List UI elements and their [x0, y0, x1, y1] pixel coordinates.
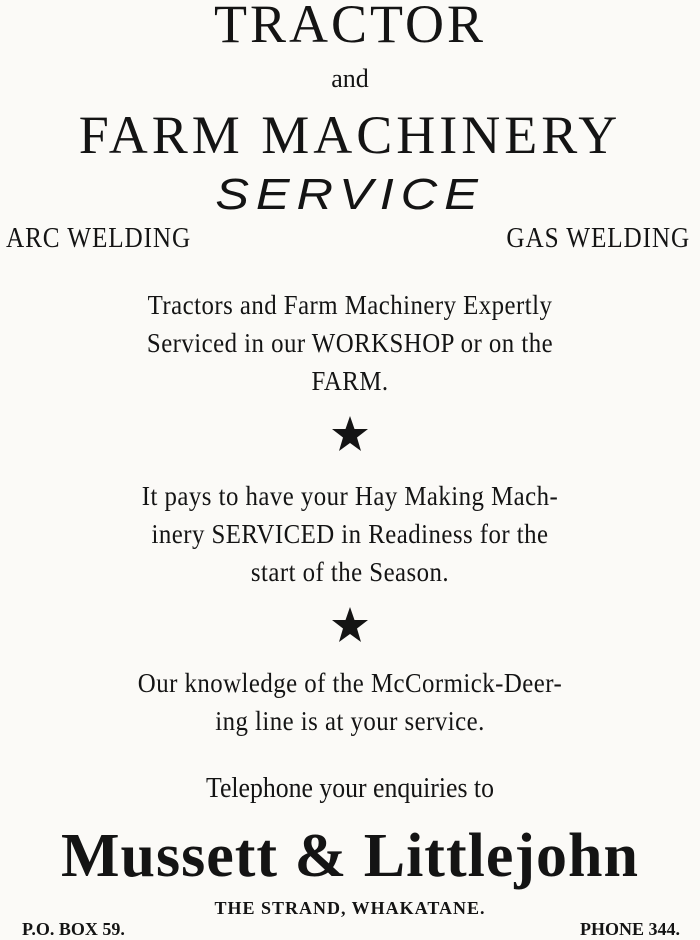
- paragraph-mccormick-deering: [0, 664, 700, 740]
- paragraph-line: ing line is at your service.: [215, 706, 485, 736]
- star-icon: [0, 412, 700, 454]
- firm-name: Mussett & Littlejohn: [61, 822, 639, 890]
- heading-and: and: [331, 64, 369, 93]
- firm-address: THE STRAND, WHAKATANE.: [214, 898, 486, 918]
- paragraph-line: inery SERVICED in Readiness for the: [151, 519, 549, 549]
- po-box: P.O. BOX 59.: [22, 919, 125, 939]
- paragraph-line: Tractors and Farm Machinery Expertly: [147, 290, 553, 320]
- star-icon: [0, 603, 700, 645]
- arc-welding-label: ARC WELDING: [6, 223, 192, 254]
- heading-service: SERVICE: [215, 170, 485, 219]
- paragraph-line: FARM.: [311, 366, 389, 396]
- paragraph-line: Serviced in our WORKSHOP or on the: [146, 328, 554, 358]
- paragraph-hay-making: [0, 477, 700, 591]
- paragraph-line: start of the Season.: [250, 557, 450, 587]
- paragraph-workshop: [0, 286, 700, 400]
- heading-tractor: TRACTOR: [213, 0, 487, 54]
- paragraph-line: It pays to have your Hay Making Mach-: [141, 481, 559, 511]
- telephone-enquiries-line: Telephone your enquiries to: [206, 773, 494, 804]
- gas-welding-label: GAS WELDING: [506, 223, 690, 254]
- paragraph-line: Our knowledge of the McCormick-Deer-: [137, 668, 563, 698]
- phone-number: PHONE 344.: [579, 919, 680, 939]
- heading-farm-machinery: FARM MACHINERY: [78, 105, 622, 165]
